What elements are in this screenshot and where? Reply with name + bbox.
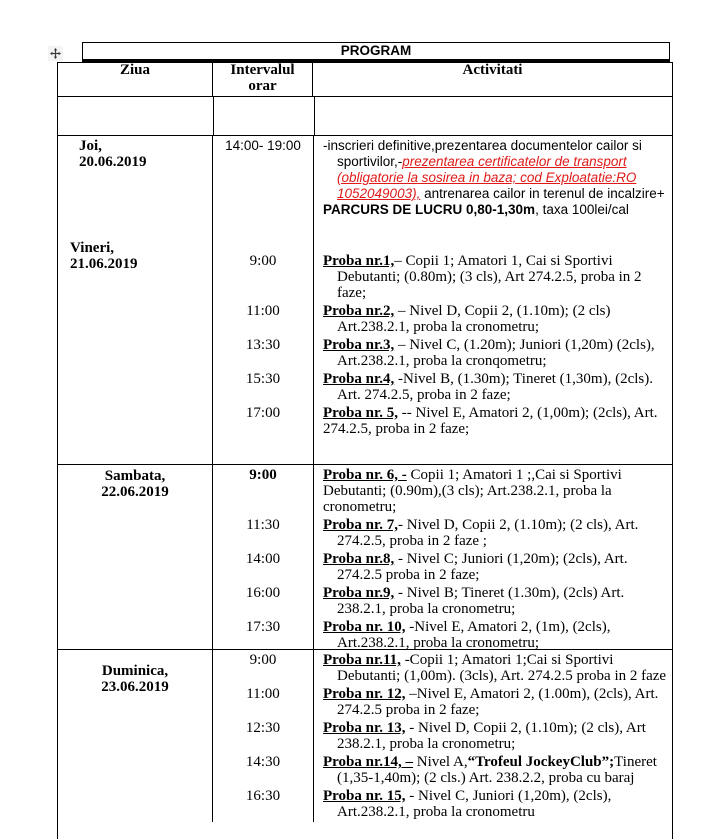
schedule-entry: [213, 371, 672, 403]
time-cell: 9:00: [249, 467, 277, 483]
table-header-row: [58, 63, 672, 97]
activity-paragraph: [323, 467, 669, 515]
day-name: Vineri,: [70, 240, 115, 256]
activity-text: –Nivel E, Amatori 2, (1.00m), (2cls), Art. 274.2.5 proba in 2 faze;: [337, 686, 659, 718]
time-cell: 9:00: [249, 253, 277, 269]
activity-paragraph: [323, 551, 669, 583]
activity-text: Proba nr.11,: [323, 652, 401, 668]
day-name: Duminica,: [101, 663, 169, 679]
entries-column: [213, 465, 672, 649]
day-label: [58, 136, 212, 170]
day-date: 23.06.2019: [101, 679, 169, 695]
activity-text: Proba nr.14, –: [323, 754, 414, 770]
activity-text: - Nivel C; Juniori (1,20m); (2cls), Art. 274.2.5 proba in 2 faze;: [337, 551, 628, 583]
day-column: [58, 136, 213, 464]
time-cell: 14:00: [245, 551, 281, 567]
activity-cell: [313, 138, 672, 218]
section-row: [58, 650, 672, 822]
activity-text: Proba nr. 7,: [323, 517, 399, 533]
activity-text: – Nivel C, (1.20m); Juniori (1,20m) (2cls), Art.238.2.1, proba la cronqometru;: [337, 337, 655, 369]
activity-cell: [313, 405, 672, 437]
day-date: 20.06.2019: [79, 154, 147, 170]
activity-text: antrenarea cailor in terenul de incalzire+: [420, 186, 665, 201]
activity-cell: [313, 686, 672, 718]
table-move-handle[interactable]: [48, 46, 63, 61]
activity-text: Proba nr.4,: [323, 371, 395, 387]
program-title: PROGRAM: [82, 42, 670, 62]
day-label: [58, 240, 212, 272]
activity-paragraph: [323, 405, 669, 437]
activity-text: -inscrieri definitive,prezentarea documentelor cailor si sportivilor,-: [323, 138, 642, 169]
activity-cell: [313, 720, 672, 752]
activity-paragraph: [323, 788, 669, 820]
entries-column: [213, 650, 672, 822]
activity-cell: [313, 551, 672, 583]
move-arrows-icon: [50, 48, 61, 59]
section-row: [58, 465, 672, 650]
activity-paragraph: [323, 337, 669, 369]
empty-cell-activity: [315, 97, 672, 135]
activity-text: Proba nr.2,: [323, 303, 395, 319]
activity-paragraph: [323, 754, 669, 786]
activity-paragraph: [323, 253, 669, 301]
schedule-entry: [213, 788, 672, 820]
activity-text: -Nivel B, (1.30m); Tineret (1,30m), (2cls). Art. 274.2.5, proba in 2 faze;: [337, 371, 653, 403]
day-label: [58, 650, 212, 695]
time-cell: 16:30: [245, 788, 281, 804]
day-column: [58, 650, 213, 822]
time-cell: 14:00- 19:00: [225, 138, 301, 153]
time-cell: 17:30: [245, 619, 281, 635]
activity-cell: [313, 371, 672, 403]
activity-cell: [313, 467, 672, 515]
time-cell: 15:30: [245, 371, 281, 387]
activity-cell: [313, 619, 672, 651]
activity-text: Proba nr. 6, -: [323, 467, 407, 483]
activity-cell: [313, 253, 672, 301]
activity-paragraph: [323, 138, 669, 202]
schedule-entry: [213, 619, 672, 651]
activity-cell: [313, 585, 672, 617]
header-ziua: Ziua: [58, 63, 213, 96]
activity-cell: [313, 754, 672, 786]
activity-text: Tineret (1,35-1,40m); (2 cls.) Art. 238.2.2, proba cu baraj: [337, 754, 657, 786]
activity-text: “Trofeul JockeyClub”;: [467, 754, 615, 770]
time-cell: 16:00: [245, 585, 281, 601]
day-column: [58, 465, 213, 649]
time-cell: 13:30: [245, 337, 281, 353]
activity-text: – Copii 1; Amatori 1, Cai si Sportivi Debutanti; (0.80m); (3 cls), Art 274.2.5, proba in 2 faze;: [337, 253, 642, 301]
activity-text: - Nivel D, Copii 2, (1.10m); (2 cls), Art. 274.2.5, proba in 2 faze ;: [337, 517, 639, 549]
activity-paragraph: [323, 585, 669, 617]
activity-text: - Nivel D, Copii 2, (1.10m); (2 cls), Art 238.2.1, proba la cronometru;: [337, 720, 646, 752]
activity-text: – Nivel D, Copii 2, (1.10m); (2 cls) Art.238.2.1, proba la cronometru;: [337, 303, 611, 335]
activity-text: -- Nivel E, Amatori 2, (1,00m); (2cls), Art. 274.2.5, proba in 2 faze;: [323, 405, 658, 437]
table-body: [58, 136, 672, 822]
activity-text: Proba nr. 10,: [323, 619, 406, 635]
schedule-entry: [213, 337, 672, 369]
activity-cell: [313, 788, 672, 820]
schedule-entry: [213, 467, 672, 515]
activity-paragraph: [323, 517, 669, 549]
activity-text: -Nivel E, Amatori 2, (1m), (2cls), Art.238.2.1, proba la cronometru;: [337, 619, 611, 651]
time-cell: 17:00: [245, 405, 281, 421]
time-cell: 11:00: [246, 686, 280, 702]
day-date: 22.06.2019: [101, 484, 169, 500]
activity-text: Proba nr. 12,: [323, 686, 406, 702]
empty-row: [58, 97, 672, 136]
activity-paragraph: [323, 686, 669, 718]
section-row: [58, 136, 672, 465]
activity-paragraph: [323, 720, 669, 752]
header-intervalul-orar: Intervalul orar: [213, 63, 313, 96]
activity-cell: [313, 303, 672, 335]
activity-text: Proba nr.9,: [323, 585, 395, 601]
activity-text: , taxa 100lei/cal: [535, 202, 629, 217]
schedule-entry: [213, 517, 672, 549]
schedule-entry: [213, 253, 672, 301]
schedule-entry: [213, 754, 672, 786]
activity-text: Nivel A,: [413, 754, 468, 770]
schedule-entry: [213, 585, 672, 617]
time-cell: 12:30: [245, 720, 281, 736]
schedule-entry: [213, 652, 672, 684]
activity-text: Proba nr.1,: [323, 253, 395, 269]
schedule-entry: [213, 303, 672, 335]
schedule-entry: [213, 720, 672, 752]
day-name: Joi,: [79, 138, 102, 154]
day-name: Sambata,: [104, 468, 166, 484]
time-cell: 11:30: [246, 517, 280, 533]
activity-text: Proba nr.3,: [323, 337, 395, 353]
activity-text: Copii 1; Amatori 1 ;,Cai si Sportivi Debutanti; (0.90m),(3 cls); Art.238.2.1, proba la cronometru;: [323, 467, 622, 515]
activity-text: PARCURS DE LUCRU 0,80-1,30m: [323, 202, 536, 217]
activity-text: Proba nr. 5,: [323, 405, 399, 421]
activity-text: Proba nr.8,: [323, 551, 395, 567]
activity-paragraph: [323, 202, 669, 218]
schedule-entry: [213, 138, 672, 218]
activity-text: - Nivel C, Juniori (1,20m), (2cls), Art.238.2.1, proba la cronometru: [337, 788, 612, 820]
program-table: [57, 62, 673, 839]
highlighted-red-text: prezentarea certificatelor de transport (obligatorie la sosirea in baza; cod Exploatatie:RO 1052049003),: [337, 154, 637, 201]
time-cell: 14:30: [245, 754, 281, 770]
empty-cell-day: [58, 97, 214, 135]
schedule-entry: [213, 686, 672, 718]
empty-cell-time: [214, 97, 315, 135]
activity-text: -Copii 1; Amatori 1;Cai si Sportivi Debutanti; (1,00m). (3cls), Art. 274.2.5 proba in 2 faze: [337, 652, 667, 684]
activity-cell: [313, 517, 672, 549]
header-activitati: Activitati: [462, 62, 523, 78]
activity-cell: [313, 652, 672, 684]
day-label: [58, 465, 212, 500]
activity-paragraph: [323, 619, 669, 651]
activity-text: - Nivel B; Tineret (1.30m), (2cls) Art. 238.2.1, proba la cronometru;: [337, 585, 625, 617]
activity-cell: [313, 337, 672, 369]
day-date: 21.06.2019: [70, 256, 138, 272]
activity-paragraph: [323, 652, 669, 684]
activity-paragraph: [323, 303, 669, 335]
activity-text: Proba nr. 13,: [323, 720, 406, 736]
schedule-entry: [213, 551, 672, 583]
activity-paragraph: [323, 371, 669, 403]
entries-column: [213, 136, 672, 464]
schedule-entry: [213, 405, 672, 437]
time-cell: 11:00: [246, 303, 280, 319]
time-cell: 9:00: [249, 652, 277, 668]
activity-text: Proba nr. 15,: [323, 788, 406, 804]
